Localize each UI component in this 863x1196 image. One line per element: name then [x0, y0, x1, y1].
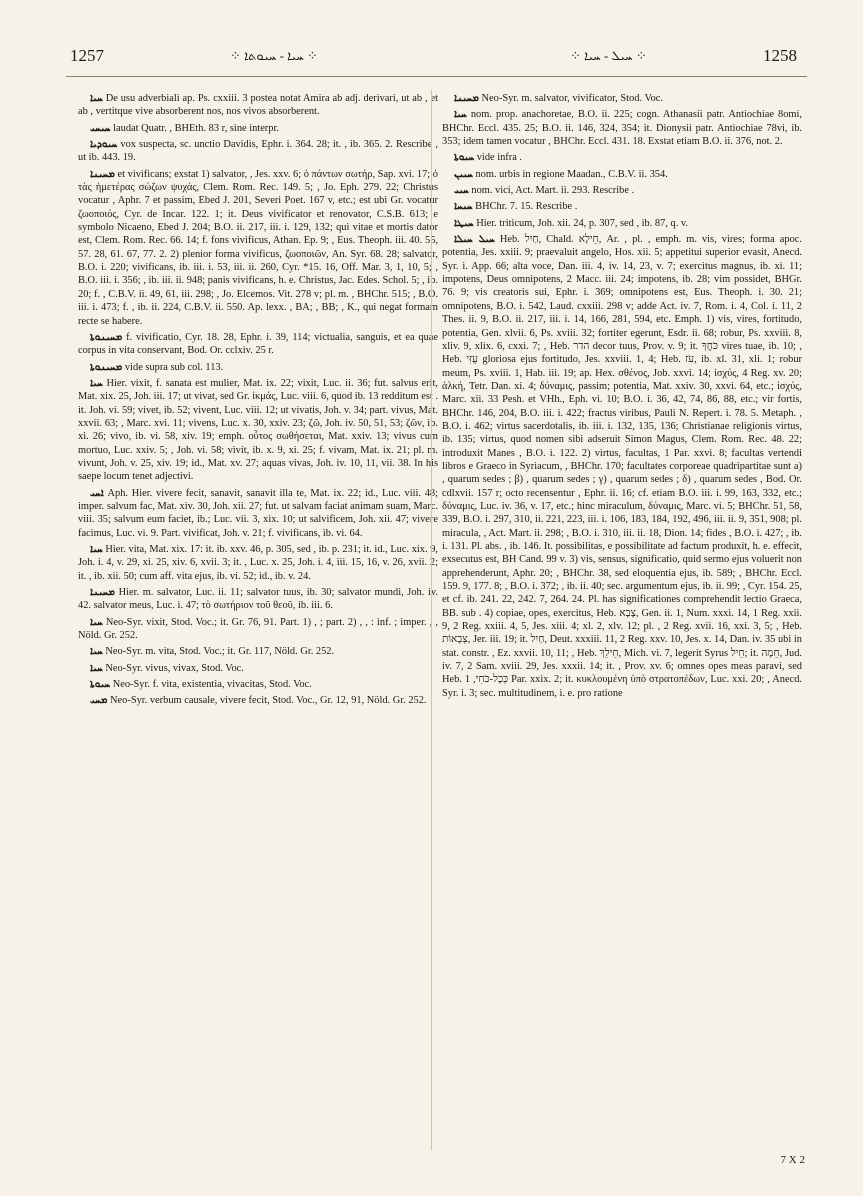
- entry-headword: ܚܝܐ: [90, 93, 103, 104]
- entry-text: Heb. חַיִל, Chald. חֵילָא, Ar. , pl. , emph. m. vis, vires; forma apoc. potentia, Jes. xxiii. 9; praevaluit angelo, Hos. xii. 5; appetitui superior evasit, Anecd. Syr. i. App. 66; alta voce, Dan. iii. 4, iv. 14, 23, v. 7; exercitus magnus, ib. xi. 11; impotens, Deus omnipotens, 2 Macc. iii. 24; impotens, ib. 28; vim possidet, BHGr. 76. 9; vis creatoris sui, Ephr. i. 369; omnipotens est, Eus. Theoph. i. 30. 21; omnipotens, B.O. i. 542, Laud. cxxiii. 298 v; adde Act. iv. 7, Rom. i. 4, Col. i. 11, 2 Thes. ii. 9, B.O. ii. 217, iii. i. 14, 166, 281, 594, etc. Emph. 1) vis, vires, fortitudo, potentia, Gen. xlvii. 6, Ps. xviii. 32; fortiter egerunt, Esdr. ii. 68; robur, Ps. xxviii. 8, xliv. 9, xlix. 6, cxxi. 7; , Heb. הדר decor tuus, Prov. v. 9; it. כֹּחֲךָ vires tuae, ib. 10; , Heb. עֻזִּי gloriosa ejus fortitudo, Jes. xxviii. 1, 4; Heb. עֹז, ib. xl. 31, xli. 1; robur meum, Ps. xviii. 1, Hab. iii. 19; ap. Hex. σθένος, Job. xxvi. 14; ἰσχύς, 4 Reg. xv. 20; ἀλκή, Tetr. Dan. xi. 4; δύναμις, passim; potentia, Mat. xxiv. 30, xxvi. 64, etc.; ἰσχύς, Marc. xii. 33 Pesh. et VHh., Eph. vi. 10; B.O. i. 36, 42, 74, 86, 88, etc.; vir fortis, BHChr. 146, 204, B.O. iii. i. 422; fractus viribus, Pauli N. Repert. i. 78. 5. Metaph. , B.O. i. 462; virtus sacerdotalis, ib. iii. i. 132, 135, 136; Christianae religionis virtus, ib. 135; virtus, quod nomen sibi adseruit Simon Magus, Clem. Rom. Rec. 48. 22; introduxit Manes , B.O. i. 122. 2) virtus, facultas, 1 Par. xxvi. 8; facultas vertendi libros e Graeco in Syriacum, , BHChr. 170; facultates corporeae quadripartitae sunt a) , quarum sedes ; β) , quarum sedes ; γ) , quarum sedes ; δ) , quarum sedes , Bod. Or. cdlxvii. 157 r; octo recensentur , Ephr. ii. 16; cf. etiam B.O. iii. i. 99, 163, 332, etc.; δύναμις, Luc. iv. 36, v. 17, etc.; hinc miraculum, δύναμις, Marc. vi. 5; BHChr. 51, 58, 339, B.O. i. 297, 310, ii. 221, 223, iii. i. 106, 183, 184, 192, 496, iii. ii. 9, 351, 908; pl. miracula, , Act. Mart. ii. 298; , B.O. i. 310, iii. ii. 18, Dion. 14; fides , B.O. i. 427; , ib. i. 131. Pl. abs. , ib. 146. It. possibilitas, e possibilitate ad factum produxit, h. e. effecit, exsecutus est, BH Cand. 99 v. 3) vis, sensus, significatio, quid sermo ejus voluerit non apprehenderunt, Aphr. 20; , BHChr. 38, sed eloquentia ejus, ib. 589; , BHChr. Eccl. 159. 9, 177. 8; , B.O. i. 372; , ib. ii. 40; sec. argumentum ejus, ib. ii. 99; , Cyr. 154. 25, et cf. ib. 241. 22, 242. 7, 264. 24. Pl. has significationes comprehendit lectio Graeca, BB. sub . 4) copiae, opes, exercitus, Heb. צָבָא, Gen. ii. 1, Num. xxxi. 14, 1 Reg. xxii. 9, 2 Reg. xxiii. 4, 5, Jes. xiii. 4; xl. 2, xlv. 12; pl. , 2 Reg. xvii. 16, xxi. 3, 5; , Heb. צְבָאוֹת, Jer. iii. 19; it. חַיִל, Deut. xxxiii. 11, 2 Reg. xxv. 10, Jes. x. 14, Dan. iv. 35 ubi in stat. constr. , Ez. xxvii. 10, 11; , Heb. חֵילֵךְ, Mich. vi. 7, legerit Syrus חֵיל; it. חֵמָה, Jud. iv. 7, 2 Sam. xviii. 29, Jes. xxxii. 14; it. , Prov. xv. 6; omnes opes meas paravi, sed Heb. כְּכָל-כֹּחִי, 1 Par. xxix. 2; it. κυκλουμένη ὑπὸ στρατοπέδων, Luc. xxi. 20; , Anecd. Syr. i. 3; sec. multitudinem, i. e. pro ratione: [442, 234, 802, 699]
- entry-text: nom. urbis in regione Maadan., C.B.V. ii. 354.: [472, 168, 668, 180]
- entry-headword: ܚܝܐ: [90, 646, 103, 658]
- entry-headword: ܚܝܐ: [90, 616, 103, 628]
- entry-text: Neo-Syr. vixit, Stod. Voc.; it. Gr. 76, 91. Part. 1) , ; part. 2) , , : inf. ; imper. , , Nöld. Gr. 252.: [78, 616, 438, 642]
- entry-text: nom. prop. anachoretae, B.O. ii. 225; cogn. Athanasii patr. Antiochiae 8omi, BHChr. Eccl. 435. 25; B.O. ii. 146, 324, 354; it. Dionysii patr. Antiochiae 78vi, ib. 353; idem tamen vocatur , BHChr. Eccl. 431. 18. Exstat etiam B.O. ii. 376, not. 2.: [442, 109, 802, 148]
- entry-headword: ܚܝܘܬܐ: [454, 152, 475, 164]
- dictionary-entry: [78, 377, 438, 484]
- entry-text: laudat Quatr. , BHEth. 83 r, sine interpr.: [110, 122, 279, 134]
- left-running-head: ⁘ ܚܝܐ - ܚܝܘܬܐ ⁘: [230, 48, 318, 63]
- entry-text: vox suspecta, sc. unctio Davidis, Ephr. i. 364. 28; it. , ib. 365. 2. Rescribe , ut ib. 443. 19.: [78, 139, 438, 164]
- entry-text: Neo-Syr. m. vita, Stod. Voc.; it. Gr. 117, Nöld. Gr. 252.: [102, 646, 335, 658]
- dictionary-entry: [442, 233, 802, 700]
- dictionary-entry: [78, 694, 438, 707]
- entry-text: Neo-Syr. m. salvator, vivificator, Stod. Voc.: [478, 93, 664, 104]
- entry-headword: ܚܝܘܕܝܐ: [90, 139, 118, 151]
- entry-headword: ܚܝܘܬܐ: [90, 679, 111, 691]
- entry-headword: ܚܝܠ ܚܝܠܐ: [454, 234, 495, 246]
- entry-headword: ܚܝܝܢ: [454, 168, 473, 180]
- dictionary-entry: [78, 92, 438, 119]
- entry-headword: ܚܝܐ: [90, 662, 103, 674]
- entry-text: Hier. vita, Mat. xix. 17: it. ib. xxv. 46, p. 305, sed , ib. p. 231; it. id., Luc. xix. 9, Joh. i. 4, v. 29, xi. 25, xiv. 6, xvii. 3; it. , Luc. x. 25, Joh. i. 4, iii. 15, 16, v. 26, xvii. 2; it. , ib. xii. 50; cum aff. vita ejus, ib. vi. 52; id., ib. v. 24.: [78, 544, 438, 582]
- dictionary-entry: [442, 108, 802, 148]
- entry-headword: ܡܚܝܢܐ: [90, 168, 115, 180]
- entry-headword: ܚܝܝ: [454, 185, 469, 197]
- dictionary-entry: [78, 616, 438, 643]
- entry-text: et vivificans; exstat 1) salvator, , Jes. xxv. 6; ὁ πάντων σωτήρ, Sap. xvi. 17; ὁ τὰς ἡμετέρας σώζων ψυχάς, Clem. Rom. Rec. 149. 5; , Jo. Eph. 279. 22; Christus vocatur , Aphr. 7 et passim, Ebed J. 201, Severi Poet. 167 v, etc.; est ubi Gr. vocatur ζωοποιός, Cyr. de Incar. 122. 1; it. Deus vivificator et renovator, C.S.B. 613; e symbolo Nicaeno, Ebed J. 204; B.O. ii. 217, iii. i. 129, 132; qui vitae et mortis dator est, Clem. Rom. Rec. 66. 14; f. fons vivificus, Athan. Ep. 9; , Eus. Theoph. iii. 40. 55, 57. 28, 61. 67, 77. 2. 2) plenior forma vivificus, ζωοποιῶν, An. Syr. 68. 28; salvator, B.O. i. 220; vivificans, ib. iii. i. 53, iii. ii. 260, Cyr. *15. 16, Off. Mar. 3, 1, 10, 5; , B.O. iii. i. 356; , ib. iii. ii. 948; panis vivificans, h. e. Christus, Jac. Edes. Schol. 5; , ib. 20; f. , C.B.V. ii. 49, 61, iii. 298; , Jo. Elcemos. Vit. 278 v; pl. m. , BHChr. 515; , B.O. iii. i. 473; f. , ib. ii. 224, C.B.V. ii. 550. Ap. lexx. , BA; , BB; , K., qui negat formam recte se habere.: [78, 168, 438, 327]
- entry-headword: ܐܚܝ: [90, 487, 104, 499]
- entry-text: vide infra .: [474, 152, 523, 164]
- entry-text: nom. vici, Act. Mart. ii. 293. Rescribe .: [468, 185, 635, 197]
- dictionary-entry: [442, 184, 802, 197]
- dictionary-entry: [78, 361, 438, 374]
- entry-headword: ܚܝܛܐ: [454, 217, 474, 229]
- entry-text: Hier. m. salvator, Luc. ii. 11; salvator tuus, ib. 30; salvator mundi, Joh. iv. 42. salvator meus, Luc. i. 47; τὸ σωτήριον τοῦ θεοῦ, ib. iii. 6.: [78, 587, 438, 612]
- left-column: [78, 92, 438, 1147]
- entry-headword: ܚܝܐ: [90, 544, 103, 555]
- left-page-number: 1257: [70, 46, 104, 65]
- dictionary-entry: [78, 331, 438, 358]
- dictionary-entry: [442, 217, 802, 230]
- entry-text: De usu adverbiali ap. Ps. cxxiii. 3 postea notat Amira ab adj. derivari, ut ab , et ab , vertitque vive absorberent nos, nos vivos absorberent.: [78, 93, 438, 118]
- entry-headword: ܡܚܝ: [90, 695, 108, 707]
- entry-headword: ܡܚܝܢܐ: [90, 587, 115, 599]
- entry-headword: ܡܚܝܢܘܬܐ: [90, 361, 123, 373]
- dictionary-entry: [78, 168, 438, 328]
- entry-text: Aph. Hier. vivere fecit, sanavit, sanavit illa te, Mat. ix. 22; id., Luc. viii. 48; imper. salvum fac, Mat. xiv. 30, Joh. xii. 27; fut. ut salvam faciat animam suam, Marc. viii. 35; salvum eum faciet, ib.; Luc. vii. 3, xix. 10; ut salvificem, Joh. xii. 47; vivere facimus, Luc. vi. 9. Part. vivificat, Joh. v. 21; f. vivificans, ib. vi. 64.: [78, 487, 438, 539]
- dictionary-entry: [78, 138, 438, 165]
- entry-headword: ܡܚܝܢܐ: [454, 93, 479, 104]
- entry-text: BHChr. 7. 15. Rescribe .: [472, 201, 578, 213]
- dictionary-entry: [78, 487, 438, 540]
- signature-mark: 7 X 2: [780, 1154, 805, 1166]
- dictionary-entry: [78, 543, 438, 583]
- column-divider: [431, 90, 432, 1150]
- entry-headword: ܚܝܐ: [90, 377, 103, 389]
- right-running-head: ⁘ ܚܝܠ - ܚܝܐ ⁘: [570, 48, 647, 63]
- entry-headword: ܡܚܝܢܘܬܐ: [90, 331, 123, 343]
- dictionary-entry: [442, 151, 802, 164]
- entry-text: Hier. vixit, f. sanata est mulier, Mat. ix. 22; vixit, Luc. ii. 36; fut. salvus erit, Mat. xix. 25, Joh. iii. 17; ut vivat, sed Gr. ἰκμάς, Luc. viii. 6, quod ib. 13 redditum est . it. Joh. vi. 59; vivet, ib. 52; vivent, Luc. viii. 12; ut vivatis, Joh. v. 34; part. vivus, Mat. xxvii. 63; , Marc. xvi. 11; vivens, Luc. x. 30, xxiv. 23; ζῶ, Joh. iv. 50, 51, 53; ζῶν, ib. xi. 26; vivo, ib. vi. 58, xiv. 19; emph. οὗτος σωθήσεται, Mat. xxiv. 13; vivus cum mortuo, Luc. xxiv. 5; , Joh. vi. 58; vivit, ib. x. 9, xi. 25; f. vivam, Mat. ix. 21; pl. m. vivunt, Joh. v. 25, xiv. 19; id., Mat. xv. 27; aquas vivas, Joh. iv. 10, 11, vii. 38. In his saepe locum tenet adjectivi.: [78, 377, 438, 483]
- entry-text: vide supra sub col. 113.: [122, 361, 224, 373]
- entry-headword: ܚܝܚܐ: [454, 201, 473, 213]
- entry-headword: ܚܝܐ: [454, 109, 467, 121]
- entry-text: f. vivificatio, Cyr. 18. 28, Ephr. i. 39, 114; victualia, sanguis, et ea quae corpus in vita conservant, Bod. Or. cclxiv. 25 r.: [78, 331, 438, 357]
- dictionary-entry: [78, 645, 438, 658]
- dictionary-entry: [78, 586, 438, 613]
- entry-text: Hier. triticum, Joh. xii. 24, p. 307, sed , ib. 87, q. v.: [473, 217, 689, 229]
- page-header: [60, 46, 805, 68]
- right-column: [442, 92, 802, 1147]
- dictionary-entry: [442, 200, 802, 213]
- dictionary-entry: [78, 122, 438, 135]
- entry-text: Neo-Syr. f. vita, existentia, vivacitas, Stod. Voc.: [110, 679, 312, 691]
- entry-text: Neo-Syr. vivus, vivax, Stod. Voc.: [102, 662, 244, 674]
- header-rule: [66, 76, 807, 77]
- right-page-number: 1258: [763, 46, 797, 65]
- entry-text: Neo-Syr. verbum causale, vivere fecit, Stod. Voc., Gr. 12, 91, Nöld. Gr. 252.: [107, 695, 427, 707]
- dictionary-entry: [442, 92, 802, 105]
- dictionary-entry: [78, 662, 438, 675]
- dictionary-entry: [442, 168, 802, 181]
- dictionary-entry: [78, 678, 438, 691]
- entry-headword: ܚܝܚܝ: [90, 122, 111, 134]
